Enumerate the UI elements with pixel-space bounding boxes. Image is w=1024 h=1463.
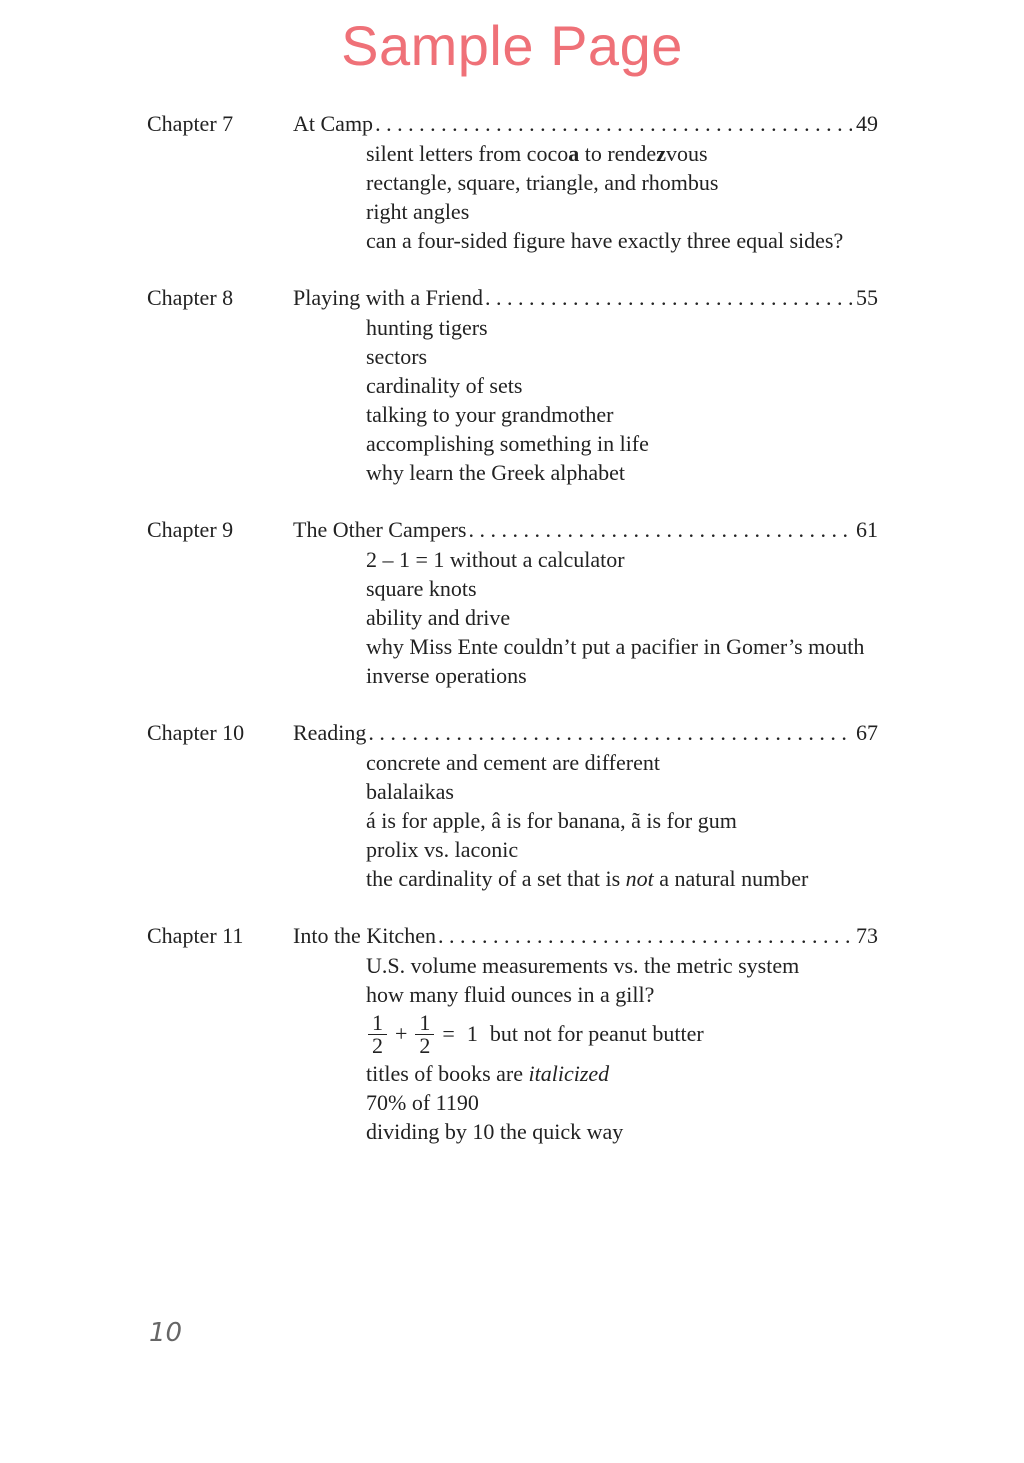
dot-leader <box>438 921 852 951</box>
topic-text-fragment: titles of books are <box>366 1061 529 1086</box>
chapter-topic-list <box>147 545 878 690</box>
chapter-label: Chapter 8 <box>147 285 234 310</box>
chapter-topic: ability and drive <box>366 605 511 630</box>
chapter-title: Reading <box>293 720 367 745</box>
topic-text-fragment: not <box>625 866 654 891</box>
fraction-denominator: 2 <box>419 1032 431 1058</box>
topic-text-fragment: a <box>568 141 580 166</box>
chapter-title: The Other Campers <box>293 517 467 542</box>
equals-sign: = <box>442 1021 455 1046</box>
chapter-topic: right angles <box>366 199 470 224</box>
chapter-topic-list <box>147 951 878 1146</box>
chapter-topic <box>366 864 939 893</box>
topic-text-fragment: z <box>656 141 666 166</box>
chapter-entry <box>147 515 878 690</box>
chapter-topic: dividing by 10 the quick way <box>366 1119 624 1144</box>
fraction-numerator: 1 <box>415 1012 434 1035</box>
chapter-topic: balalaikas <box>366 779 454 804</box>
chapter-page-number: 55 <box>856 285 878 310</box>
chapter-label: Chapter 9 <box>147 517 234 542</box>
chapter-page-number: 49 <box>856 111 878 136</box>
chapter-entry <box>147 718 878 893</box>
chapter-topic: cardinality of sets <box>366 373 523 398</box>
chapter-topic: sectors <box>366 344 428 369</box>
chapter-heading <box>147 921 878 951</box>
chapter-topic: concrete and cement are different <box>366 750 660 775</box>
chapter-topic <box>366 1059 939 1088</box>
chapter-entry <box>147 283 878 487</box>
topic-text-fragment: italicized <box>528 1061 610 1086</box>
fraction-numerator: 1 <box>368 1012 387 1035</box>
chapter-page-number: 67 <box>856 720 878 745</box>
sample-page-watermark: Sample Page <box>341 14 683 77</box>
topic-text-fragment: the cardinality of a set that is <box>366 866 626 891</box>
chapter-topic: 2 – 1 = 1 without a calculator <box>366 547 625 572</box>
fraction <box>368 1009 387 1058</box>
chapter-heading <box>147 109 878 139</box>
chapter-topic: square knots <box>366 576 477 601</box>
chapter-topic <box>366 1009 878 1059</box>
chapter-heading <box>147 718 878 748</box>
chapter-page-number: 61 <box>856 517 878 542</box>
topic-text-fragment: a natural number <box>653 866 809 891</box>
chapter-label: Chapter 11 <box>147 923 244 948</box>
chapter-topic: U.S. volume measurements vs. the metric system <box>366 953 800 978</box>
fraction-caption: but not for peanut butter <box>489 1021 704 1046</box>
topic-text-fragment: vous <box>665 141 708 166</box>
chapter-heading <box>147 283 878 313</box>
chapter-label: Chapter 10 <box>147 720 245 745</box>
chapter-topic: how many fluid ounces in a gill? <box>366 982 655 1007</box>
page-number: 10 <box>149 1318 183 1348</box>
dot-leader <box>375 109 852 139</box>
chapter-page-number: 73 <box>856 923 878 948</box>
chapter-topic: why Miss Ente couldn’t put a pacifier in Gomer’s mouth <box>366 634 865 659</box>
chapter-topic-list <box>147 139 878 255</box>
chapter-topic: why learn the Greek alphabet <box>366 460 625 485</box>
chapter-heading <box>147 515 878 545</box>
plus-sign: + <box>395 1021 408 1046</box>
chapter-topic-list <box>147 313 878 487</box>
chapter-label: Chapter 7 <box>147 111 234 136</box>
chapter-topic: rectangle, square, triangle, and rhombus <box>366 170 719 195</box>
chapter-topic: can a four-sided figure have exactly three equal sides? <box>366 228 844 253</box>
chapter-topic: inverse operations <box>366 663 527 688</box>
chapter-topic: accomplishing something in life <box>366 431 649 456</box>
table-of-contents <box>147 109 878 1174</box>
chapter-entry <box>147 921 878 1146</box>
chapter-entry <box>147 109 878 255</box>
chapter-topic: hunting tigers <box>366 315 488 340</box>
chapter-topic: á is for apple, â is for banana, ã is for gum <box>366 808 737 833</box>
fraction-result: 1 <box>466 1021 478 1046</box>
chapter-topic <box>366 139 939 168</box>
fraction <box>415 1009 434 1058</box>
topic-text-fragment: to rende <box>579 141 657 166</box>
chapter-title: Playing with a Friend <box>293 285 484 310</box>
chapter-topic: prolix vs. laconic <box>366 837 519 862</box>
chapter-topic-list <box>147 748 878 893</box>
dot-leader <box>485 283 852 313</box>
fraction-denominator: 2 <box>372 1032 383 1058</box>
dot-leader <box>368 718 852 748</box>
chapter-title: At Camp <box>293 111 374 136</box>
chapter-topic: talking to your grandmother <box>366 402 614 427</box>
dot-leader <box>469 515 853 545</box>
chapter-title: Into the Kitchen <box>293 923 436 948</box>
chapter-topic: 70% of 1190 <box>366 1090 479 1115</box>
topic-text-fragment: silent letters from coco <box>366 141 569 166</box>
